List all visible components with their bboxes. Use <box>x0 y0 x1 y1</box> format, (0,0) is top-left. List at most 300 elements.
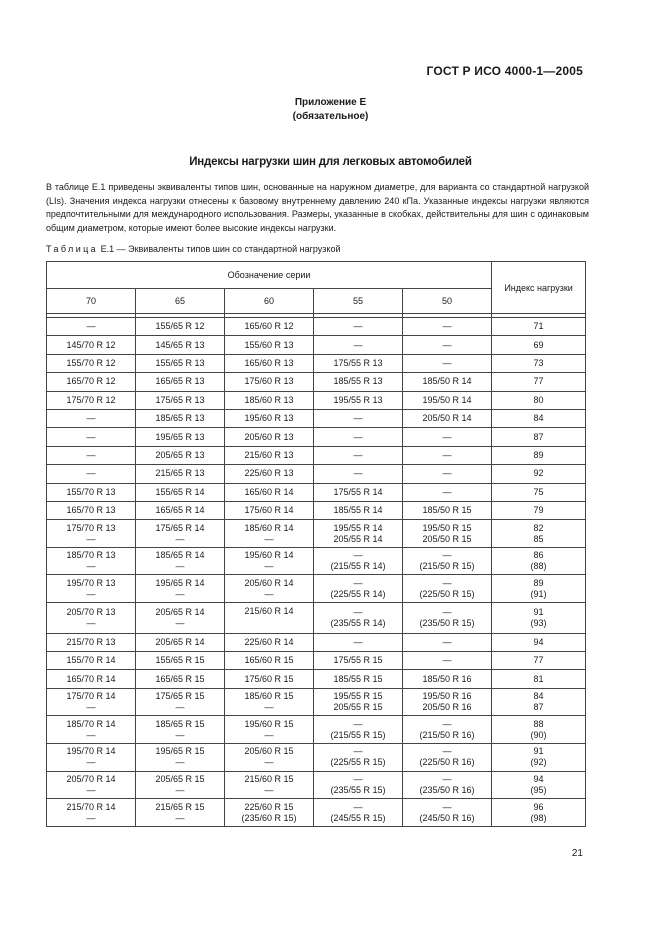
cell-line: 175/60 R 13 <box>244 376 294 387</box>
annex-status: (обязательное) <box>292 111 369 122</box>
tyre-size-cell <box>136 446 225 464</box>
tyre-size-cell <box>225 409 314 427</box>
cell-line: (215/55 R 14) <box>330 561 386 572</box>
tyre-size-cell <box>225 373 314 391</box>
cell-line: 205/55 R 15 <box>333 702 383 713</box>
cell-line: — <box>86 561 96 572</box>
cell-line: 175/70 R 13 <box>66 522 116 533</box>
tyre-size-cell <box>47 336 136 354</box>
annex-name: Приложение Е <box>294 97 367 108</box>
cell-line: — <box>442 431 452 442</box>
cell-line: 205/55 R 14 <box>333 533 383 544</box>
tyre-size-cell <box>47 744 136 772</box>
table-row <box>47 391 586 409</box>
cell-line: (235/50 R 16) <box>419 784 475 795</box>
cell-line: 85 <box>533 533 544 544</box>
series-group-header: Обозначение серии <box>47 262 492 289</box>
cell-line: 77 <box>533 376 544 387</box>
cell-line: 79 <box>533 505 544 516</box>
cell-line: — <box>442 746 452 757</box>
load-index-cell <box>492 652 586 670</box>
tyre-size-cell <box>136 391 225 409</box>
cell-line: 205/50 R 14 <box>422 413 472 424</box>
tyre-size-cell <box>314 465 403 483</box>
cell-line: — <box>442 718 452 729</box>
cell-line: 195/65 R 15 <box>155 746 205 757</box>
cell-line: — <box>175 617 185 628</box>
cell-line: 205/50 R 15 <box>422 533 472 544</box>
load-index-cell <box>492 373 586 391</box>
cell-line: 165/60 R 14 <box>244 486 294 497</box>
cell-line: — <box>442 636 452 647</box>
load-index-cell <box>492 318 586 336</box>
table-row <box>47 688 586 716</box>
load-index-cell <box>492 799 586 827</box>
load-index-cell <box>492 670 586 688</box>
cell-line: 195/60 R 15 <box>244 718 294 729</box>
cell-line: 185/60 R 14 <box>244 522 294 533</box>
tyre-size-cell <box>314 670 403 688</box>
cell-line: — <box>86 588 96 599</box>
tyre-size-cell <box>403 428 492 446</box>
tyre-size-cell <box>314 501 403 519</box>
tyre-size-cell <box>225 688 314 716</box>
table-caption-text: Е.1 — Эквиваленты типов шин со стандартной нагрузкой <box>98 244 341 254</box>
tyre-size-cell <box>314 799 403 827</box>
cell-line: — <box>353 773 363 784</box>
cell-line: 165/70 R 13 <box>66 505 116 516</box>
cell-line: 225/60 R 13 <box>244 468 294 479</box>
tyre-size-cell <box>47 354 136 372</box>
cell-line: — <box>175 729 185 740</box>
table-row <box>47 799 586 827</box>
tyre-size-cell <box>225 716 314 744</box>
cell-line: 89 <box>533 577 544 588</box>
cell-line: 96 <box>533 801 544 812</box>
table-row <box>47 446 586 464</box>
tyre-size-cell <box>136 603 225 634</box>
tyre-size-cell <box>136 465 225 483</box>
tyre-size-cell <box>403 716 492 744</box>
tyre-size-cell <box>314 446 403 464</box>
tyre-size-cell <box>47 373 136 391</box>
tyre-size-cell <box>136 652 225 670</box>
table-row <box>47 652 586 670</box>
cell-line: — <box>442 606 452 617</box>
cell-line: 175/70 R 14 <box>66 691 116 702</box>
table-caption-label: Таблица <box>46 244 99 254</box>
cell-line: (235/60 R 15) <box>241 812 297 823</box>
cell-line: — <box>175 757 185 768</box>
cell-line: 215/65 R 13 <box>155 468 205 479</box>
tyre-size-cell <box>314 771 403 799</box>
load-index-cell <box>492 547 586 575</box>
series-header-70: 70 <box>47 289 136 314</box>
tyre-size-cell <box>403 465 492 483</box>
cell-line: — <box>86 784 96 795</box>
tyre-size-cell <box>225 670 314 688</box>
tyre-size-cell <box>225 354 314 372</box>
tyre-size-cell <box>314 744 403 772</box>
cell-line: — <box>353 606 363 617</box>
cell-line: — <box>442 773 452 784</box>
tyre-size-cell <box>225 520 314 548</box>
cell-line: 205/70 R 14 <box>66 773 116 784</box>
cell-line: — <box>264 533 274 544</box>
table-row <box>47 771 586 799</box>
tyre-size-cell <box>136 501 225 519</box>
cell-line: — <box>442 357 452 368</box>
cell-line: 175/60 R 14 <box>244 505 294 516</box>
cell-line: 155/60 R 13 <box>244 339 294 350</box>
tyre-size-cell <box>314 354 403 372</box>
cell-line: 77 <box>533 655 544 666</box>
cell-line: 185/70 R 13 <box>66 550 116 561</box>
cell-line: 195/60 R 14 <box>244 550 294 561</box>
cell-line: — <box>175 561 185 572</box>
cell-line: 165/70 R 12 <box>66 376 116 387</box>
cell-line: 215/60 R 15 <box>244 773 294 784</box>
tyre-size-cell <box>314 336 403 354</box>
cell-line: 82 <box>533 522 544 533</box>
cell-line: 165/65 R 14 <box>155 505 205 516</box>
cell-line: (225/55 R 15) <box>330 757 386 768</box>
tyre-size-cell <box>47 409 136 427</box>
cell-line: 195/65 R 13 <box>155 431 205 442</box>
tyre-size-cell <box>47 391 136 409</box>
cell-line: — <box>264 729 274 740</box>
table-row <box>47 547 586 575</box>
load-index-cell <box>492 744 586 772</box>
cell-line: 185/55 R 14 <box>333 505 383 516</box>
tyre-size-cell <box>136 336 225 354</box>
tyre-size-cell <box>403 336 492 354</box>
tyre-size-cell <box>47 771 136 799</box>
cell-line: — <box>442 321 452 332</box>
cell-line: (90) <box>530 729 547 740</box>
tyre-size-cell <box>225 799 314 827</box>
tyre-size-cell <box>314 716 403 744</box>
cell-line: 87 <box>533 431 544 442</box>
tyre-size-cell <box>136 799 225 827</box>
cell-line: 155/65 R 14 <box>155 486 205 497</box>
tyre-size-cell <box>314 575 403 603</box>
load-index-cell <box>492 501 586 519</box>
tyre-size-cell <box>314 373 403 391</box>
cell-line: 205/65 R 15 <box>155 773 205 784</box>
cell-line: 185/50 R 15 <box>422 505 472 516</box>
cell-line: 155/65 R 15 <box>155 655 205 666</box>
cell-line: — <box>353 746 363 757</box>
cell-line: 88 <box>533 718 544 729</box>
cell-line: — <box>353 449 363 460</box>
cell-line: 145/70 R 12 <box>66 339 116 350</box>
tyre-size-cell <box>314 688 403 716</box>
cell-line: 205/60 R 15 <box>244 746 294 757</box>
cell-line: — <box>353 431 363 442</box>
load-index-cell <box>492 603 586 634</box>
load-index-table <box>46 261 586 827</box>
tyre-size-cell <box>47 652 136 670</box>
load-index-cell <box>492 428 586 446</box>
cell-line: 175/65 R 15 <box>155 691 205 702</box>
tyre-size-cell <box>403 547 492 575</box>
cell-line: — <box>264 588 274 599</box>
cell-line: 195/55 R 15 <box>333 691 383 702</box>
cell-line: 185/60 R 13 <box>244 394 294 405</box>
cell-line: (93) <box>530 617 547 628</box>
cell-line: — <box>353 801 363 812</box>
cell-line: (215/50 R 16) <box>419 729 475 740</box>
cell-line: 205/60 R 13 <box>244 431 294 442</box>
cell-line: (245/55 R 15) <box>330 812 386 823</box>
table-row <box>47 603 586 634</box>
tyre-size-cell <box>47 501 136 519</box>
cell-line: (95) <box>530 784 547 795</box>
tyre-size-cell <box>314 318 403 336</box>
tyre-size-cell <box>47 520 136 548</box>
cell-line: 165/65 R 13 <box>155 376 205 387</box>
cell-line: — <box>442 655 452 666</box>
tyre-size-cell <box>225 428 314 446</box>
table-row <box>47 318 586 336</box>
tyre-size-cell <box>136 520 225 548</box>
tyre-size-cell <box>47 603 136 634</box>
cell-line: 185/70 R 14 <box>66 718 116 729</box>
table-row <box>47 483 586 501</box>
cell-line: 91 <box>533 746 544 757</box>
tyre-size-cell <box>225 318 314 336</box>
cell-line: 155/65 R 12 <box>155 321 205 332</box>
tyre-size-cell <box>403 688 492 716</box>
cell-line: (92) <box>530 757 547 768</box>
tyre-size-cell <box>225 744 314 772</box>
tyre-size-cell <box>136 373 225 391</box>
cell-line: (91) <box>530 588 547 599</box>
table-row <box>47 575 586 603</box>
cell-line: (215/50 R 15) <box>419 561 475 572</box>
cell-line: 185/60 R 15 <box>244 691 294 702</box>
cell-line: (245/50 R 16) <box>419 812 475 823</box>
cell-line: 165/65 R 15 <box>155 673 205 684</box>
tyre-size-cell <box>225 603 314 634</box>
table-row <box>47 465 586 483</box>
tyre-size-cell <box>403 520 492 548</box>
cell-line: 205/60 R 14 <box>244 577 294 588</box>
tyre-size-cell <box>136 670 225 688</box>
tyre-size-cell <box>314 428 403 446</box>
table-row <box>47 716 586 744</box>
cell-line: (225/50 R 16) <box>419 757 475 768</box>
cell-line: — <box>442 550 452 561</box>
table-row <box>47 670 586 688</box>
tyre-size-cell <box>47 428 136 446</box>
cell-line: — <box>86 533 96 544</box>
table-row <box>47 373 586 391</box>
cell-line: 155/65 R 13 <box>155 357 205 368</box>
cell-line: (98) <box>530 812 547 823</box>
cell-line: 185/50 R 14 <box>422 376 472 387</box>
tyre-size-cell <box>314 603 403 634</box>
cell-line: 185/55 R 15 <box>333 673 383 684</box>
tyre-size-cell <box>314 652 403 670</box>
cell-line: 195/60 R 13 <box>244 413 294 424</box>
cell-line: — <box>175 588 185 599</box>
tyre-size-cell <box>314 391 403 409</box>
load-index-cell <box>492 483 586 501</box>
load-index-cell <box>492 409 586 427</box>
cell-line: — <box>264 702 274 713</box>
cell-line: 84 <box>533 413 544 424</box>
load-index-cell <box>492 633 586 651</box>
cell-line: — <box>264 561 274 572</box>
cell-line: 225/60 R 14 <box>244 636 294 647</box>
tyre-size-cell <box>136 354 225 372</box>
cell-line: 205/65 R 14 <box>155 636 205 647</box>
cell-line: 75 <box>533 486 544 497</box>
cell-line: — <box>353 413 363 424</box>
cell-line: 81 <box>533 673 544 684</box>
load-index-cell <box>492 465 586 483</box>
tyre-size-cell <box>403 575 492 603</box>
cell-line: 205/65 R 13 <box>155 449 205 460</box>
tyre-size-cell <box>225 575 314 603</box>
tyre-size-cell <box>136 483 225 501</box>
cell-line: (225/55 R 14) <box>330 588 386 599</box>
tyre-size-cell <box>314 633 403 651</box>
tyre-size-cell <box>136 318 225 336</box>
tyre-size-cell <box>225 771 314 799</box>
cell-line: — <box>86 812 96 823</box>
cell-line: 205/50 R 16 <box>422 702 472 713</box>
cell-line: — <box>353 577 363 588</box>
cell-line: 145/65 R 13 <box>155 339 205 350</box>
tyre-size-cell <box>136 409 225 427</box>
cell-line: 175/60 R 15 <box>244 673 294 684</box>
annex-heading <box>0 96 661 124</box>
cell-line: 94 <box>533 773 544 784</box>
tyre-size-cell <box>403 771 492 799</box>
tyre-size-cell <box>225 547 314 575</box>
section-title: Индексы нагрузки шин для легковых автомобилей <box>189 156 472 168</box>
tyre-size-cell <box>403 409 492 427</box>
tyre-size-cell <box>403 799 492 827</box>
page-number: 21 <box>571 848 583 859</box>
tyre-size-cell <box>47 318 136 336</box>
cell-line: — <box>353 550 363 561</box>
cell-line: 165/60 R 13 <box>244 357 294 368</box>
cell-line: — <box>86 413 96 424</box>
tyre-size-cell <box>225 633 314 651</box>
cell-line: 215/60 R 14 <box>244 606 294 617</box>
tyre-size-cell <box>47 547 136 575</box>
cell-line: — <box>175 784 185 795</box>
tyre-size-cell <box>136 771 225 799</box>
cell-line: 165/70 R 14 <box>66 673 116 684</box>
cell-line: 155/70 R 12 <box>66 357 116 368</box>
cell-line: 92 <box>533 468 544 479</box>
cell-line: 175/65 R 14 <box>155 522 205 533</box>
load-index-cell <box>492 520 586 548</box>
tyre-size-cell <box>314 547 403 575</box>
cell-line: (235/55 R 14) <box>330 617 386 628</box>
cell-line: — <box>175 702 185 713</box>
tyre-size-cell <box>403 318 492 336</box>
table-row <box>47 633 586 651</box>
cell-line: — <box>175 533 185 544</box>
cell-line: — <box>86 729 96 740</box>
tyre-size-cell <box>47 633 136 651</box>
cell-line: 215/60 R 13 <box>244 449 294 460</box>
tyre-size-cell <box>403 483 492 501</box>
tyre-size-cell <box>403 652 492 670</box>
cell-line: 195/55 R 13 <box>333 394 383 405</box>
cell-line: (235/50 R 15) <box>419 617 475 628</box>
table-caption <box>46 244 341 254</box>
cell-line: (88) <box>530 561 547 572</box>
series-header-55: 55 <box>314 289 403 314</box>
cell-line: — <box>264 784 274 795</box>
tyre-size-cell <box>403 501 492 519</box>
cell-line: 165/60 R 12 <box>244 321 294 332</box>
cell-line: 84 <box>533 691 544 702</box>
tyre-size-cell <box>403 744 492 772</box>
cell-line: — <box>86 468 96 479</box>
tyre-size-cell <box>403 391 492 409</box>
cell-line: 175/65 R 13 <box>155 394 205 405</box>
cell-line: 155/70 R 13 <box>66 486 116 497</box>
cell-line: 94 <box>533 636 544 647</box>
cell-line: (235/55 R 15) <box>330 784 386 795</box>
tyre-size-cell <box>136 633 225 651</box>
tyre-size-cell <box>225 465 314 483</box>
cell-line: 185/55 R 13 <box>333 376 383 387</box>
tyre-size-cell <box>136 547 225 575</box>
cell-line: 71 <box>533 321 544 332</box>
standard-designation: ГОСТ Р ИСО 4000-1—2005 <box>426 64 583 78</box>
tyre-size-cell <box>47 716 136 744</box>
cell-line: (215/55 R 15) <box>330 729 386 740</box>
tyre-size-cell <box>47 446 136 464</box>
tyre-size-cell <box>225 483 314 501</box>
cell-line: — <box>264 757 274 768</box>
cell-line: 175/70 R 12 <box>66 394 116 405</box>
tyre-size-cell <box>225 391 314 409</box>
cell-line: — <box>442 486 452 497</box>
cell-line: — <box>86 449 96 460</box>
cell-line: 195/50 R 14 <box>422 394 472 405</box>
load-index-cell <box>492 688 586 716</box>
cell-line: 89 <box>533 449 544 460</box>
cell-line: 175/55 R 15 <box>333 655 383 666</box>
load-index-cell <box>492 336 586 354</box>
cell-line: — <box>442 577 452 588</box>
intro-paragraph: В таблице Е.1 приведены эквиваленты типов шин, основанные на наружном диаметре, для варианта со стандартной нагрузкой (LIs). Значения индекса нагрузки отнесены к базовому внутреннему давлению 240 кПа. Указанные индексы нагрузки являются предпочтительными для международного использования. Размеры, указанные в скобках, действительны для шин с одинаковым общим диаметром, которые имеют более высокие индексы нагрузки. <box>46 182 589 233</box>
cell-line: — <box>442 468 452 479</box>
cell-line: 175/55 R 13 <box>333 357 383 368</box>
cell-line: 215/70 R 14 <box>66 801 116 812</box>
cell-line: — <box>175 812 185 823</box>
cell-line: 205/70 R 13 <box>66 606 116 617</box>
cell-line: — <box>442 339 452 350</box>
cell-line: 175/55 R 14 <box>333 486 383 497</box>
table-row <box>47 744 586 772</box>
tyre-size-cell <box>47 670 136 688</box>
series-header-65: 65 <box>136 289 225 314</box>
load-index-cell <box>492 575 586 603</box>
cell-line: 195/50 R 15 <box>422 522 472 533</box>
series-header-50: 50 <box>403 289 492 314</box>
